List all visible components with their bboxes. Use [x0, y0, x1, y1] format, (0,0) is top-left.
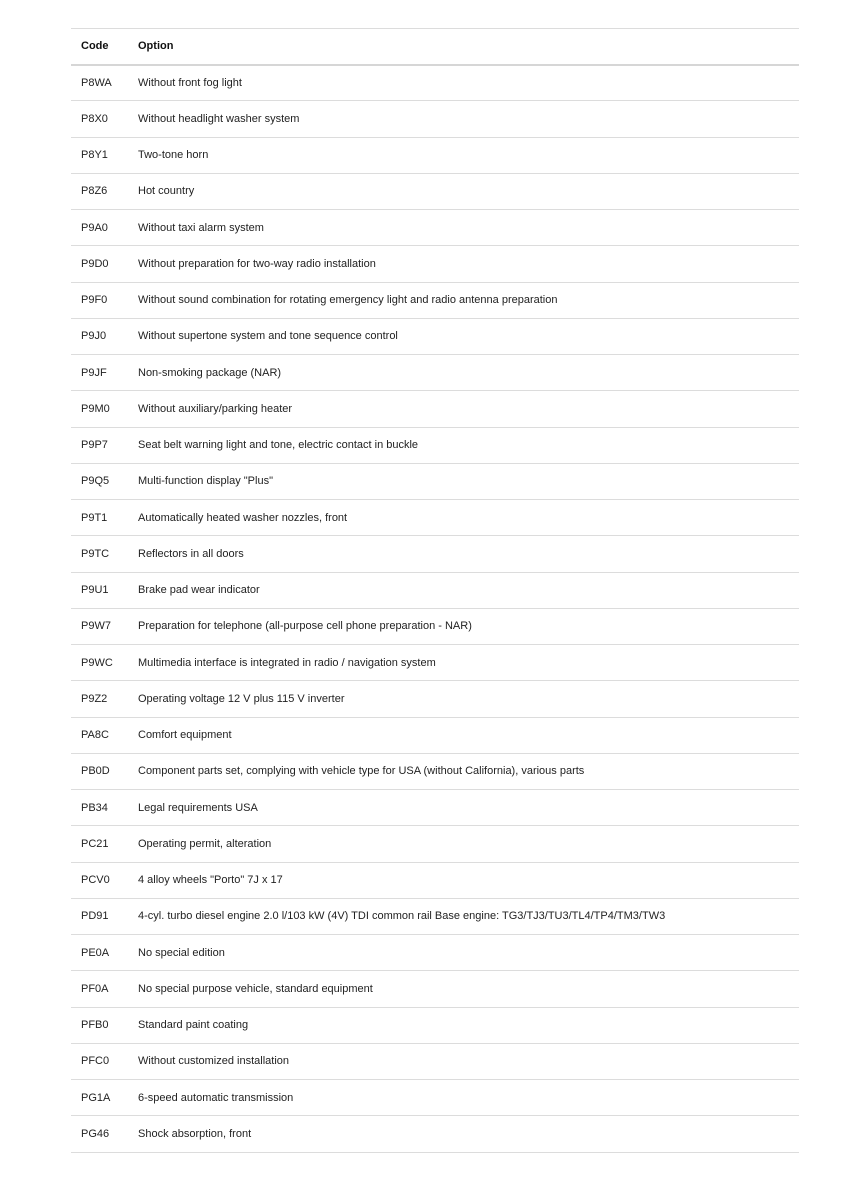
option-code-cell: PFB0: [71, 1007, 128, 1043]
option-description-cell: Operating voltage 12 V plus 115 V inverter: [128, 681, 799, 717]
option-code-cell: P9WC: [71, 645, 128, 681]
option-code-cell: PF0A: [71, 971, 128, 1007]
option-description-cell: 4 alloy wheels "Porto" 7J x 17: [128, 862, 799, 898]
table-row: [71, 318, 799, 354]
option-description-cell: 6-speed automatic transmission: [128, 1080, 799, 1116]
option-description-cell: Without headlight washer system: [128, 101, 799, 137]
option-code-cell: P9D0: [71, 246, 128, 282]
table-row: [71, 173, 799, 209]
table-row: [71, 898, 799, 934]
table-row: [71, 391, 799, 427]
table-row: [71, 717, 799, 753]
option-code-cell: PD91: [71, 898, 128, 934]
option-code-cell: P8Z6: [71, 173, 128, 209]
option-code-cell: P9TC: [71, 536, 128, 572]
option-code-cell: P9M0: [71, 391, 128, 427]
table-row: [71, 427, 799, 463]
option-code-cell: P9P7: [71, 427, 128, 463]
table-row: [71, 645, 799, 681]
option-code-cell: PG1A: [71, 1080, 128, 1116]
table-row: [71, 282, 799, 318]
table-row: [71, 753, 799, 789]
option-code-cell: P9W7: [71, 608, 128, 644]
option-code-cell: PCV0: [71, 862, 128, 898]
table-row: [71, 935, 799, 971]
option-code-cell: P9JF: [71, 355, 128, 391]
option-description-cell: Without auxiliary/parking heater: [128, 391, 799, 427]
table-header: [71, 29, 799, 65]
option-description-cell: Comfort equipment: [128, 717, 799, 753]
table-row: [71, 137, 799, 173]
table-row: [71, 681, 799, 717]
option-description-cell: Without taxi alarm system: [128, 210, 799, 246]
option-code-cell: PB34: [71, 790, 128, 826]
table-row: [71, 971, 799, 1007]
option-description-cell: Legal requirements USA: [128, 790, 799, 826]
option-code-cell: P9F0: [71, 282, 128, 318]
option-description-cell: Component parts set, complying with vehicle type for USA (without California), various parts: [128, 753, 799, 789]
option-description-cell: Hot country: [128, 173, 799, 209]
option-description-cell: Operating permit, alteration: [128, 826, 799, 862]
option-description-cell: Seat belt warning light and tone, electric contact in buckle: [128, 427, 799, 463]
option-description-cell: Without preparation for two-way radio installation: [128, 246, 799, 282]
table-row: [71, 101, 799, 137]
options-table-container: [71, 28, 799, 1153]
table-row: [71, 790, 799, 826]
table-row: [71, 355, 799, 391]
table-row: [71, 210, 799, 246]
option-code-cell: PB0D: [71, 753, 128, 789]
option-description-cell: No special purpose vehicle, standard equipment: [128, 971, 799, 1007]
option-code-cell: P9T1: [71, 500, 128, 536]
table-row: [71, 608, 799, 644]
option-description-cell: Two-tone horn: [128, 137, 799, 173]
option-code-cell: PA8C: [71, 717, 128, 753]
option-code-cell: P9U1: [71, 572, 128, 608]
option-code-cell: P9Q5: [71, 463, 128, 499]
option-code-cell: PC21: [71, 826, 128, 862]
option-code-cell: PFC0: [71, 1043, 128, 1079]
option-description-cell: 4-cyl. turbo diesel engine 2.0 l/103 kW (4V) TDI common rail Base engine: TG3/TJ3/TU3/TL4/TP4/TM3/TW3: [128, 898, 799, 934]
table-row: [71, 500, 799, 536]
table-row: [71, 1116, 799, 1152]
option-description-cell: Automatically heated washer nozzles, front: [128, 500, 799, 536]
table-row: [71, 862, 799, 898]
option-description-cell: Without customized installation: [128, 1043, 799, 1079]
option-description-cell: Brake pad wear indicator: [128, 572, 799, 608]
option-description-cell: Without supertone system and tone sequence control: [128, 318, 799, 354]
options-table: [71, 28, 799, 1153]
option-description-cell: Standard paint coating: [128, 1007, 799, 1043]
option-description-cell: Preparation for telephone (all-purpose cell phone preparation - NAR): [128, 608, 799, 644]
column-header-code: Code: [71, 29, 128, 65]
table-row: [71, 536, 799, 572]
table-body: [71, 65, 799, 1153]
option-description-cell: Non-smoking package (NAR): [128, 355, 799, 391]
table-row: [71, 826, 799, 862]
column-header-option: Option: [128, 29, 799, 65]
table-row: [71, 1080, 799, 1116]
option-code-cell: P9A0: [71, 210, 128, 246]
option-code-cell: P8WA: [71, 65, 128, 101]
option-code-cell: P9J0: [71, 318, 128, 354]
table-row: [71, 572, 799, 608]
option-description-cell: Shock absorption, front: [128, 1116, 799, 1152]
option-code-cell: PG46: [71, 1116, 128, 1152]
option-description-cell: Reflectors in all doors: [128, 536, 799, 572]
option-description-cell: Multi-function display "Plus": [128, 463, 799, 499]
option-description-cell: No special edition: [128, 935, 799, 971]
option-code-cell: P9Z2: [71, 681, 128, 717]
table-row: [71, 1043, 799, 1079]
option-description-cell: Without front fog light: [128, 65, 799, 101]
option-code-cell: P8X0: [71, 101, 128, 137]
option-description-cell: Multimedia interface is integrated in radio / navigation system: [128, 645, 799, 681]
option-description-cell: Without sound combination for rotating emergency light and radio antenna preparation: [128, 282, 799, 318]
table-row: [71, 463, 799, 499]
option-code-cell: PE0A: [71, 935, 128, 971]
table-row: [71, 65, 799, 101]
table-row: [71, 246, 799, 282]
option-code-cell: P8Y1: [71, 137, 128, 173]
table-row: [71, 1007, 799, 1043]
header-row: [71, 29, 799, 65]
